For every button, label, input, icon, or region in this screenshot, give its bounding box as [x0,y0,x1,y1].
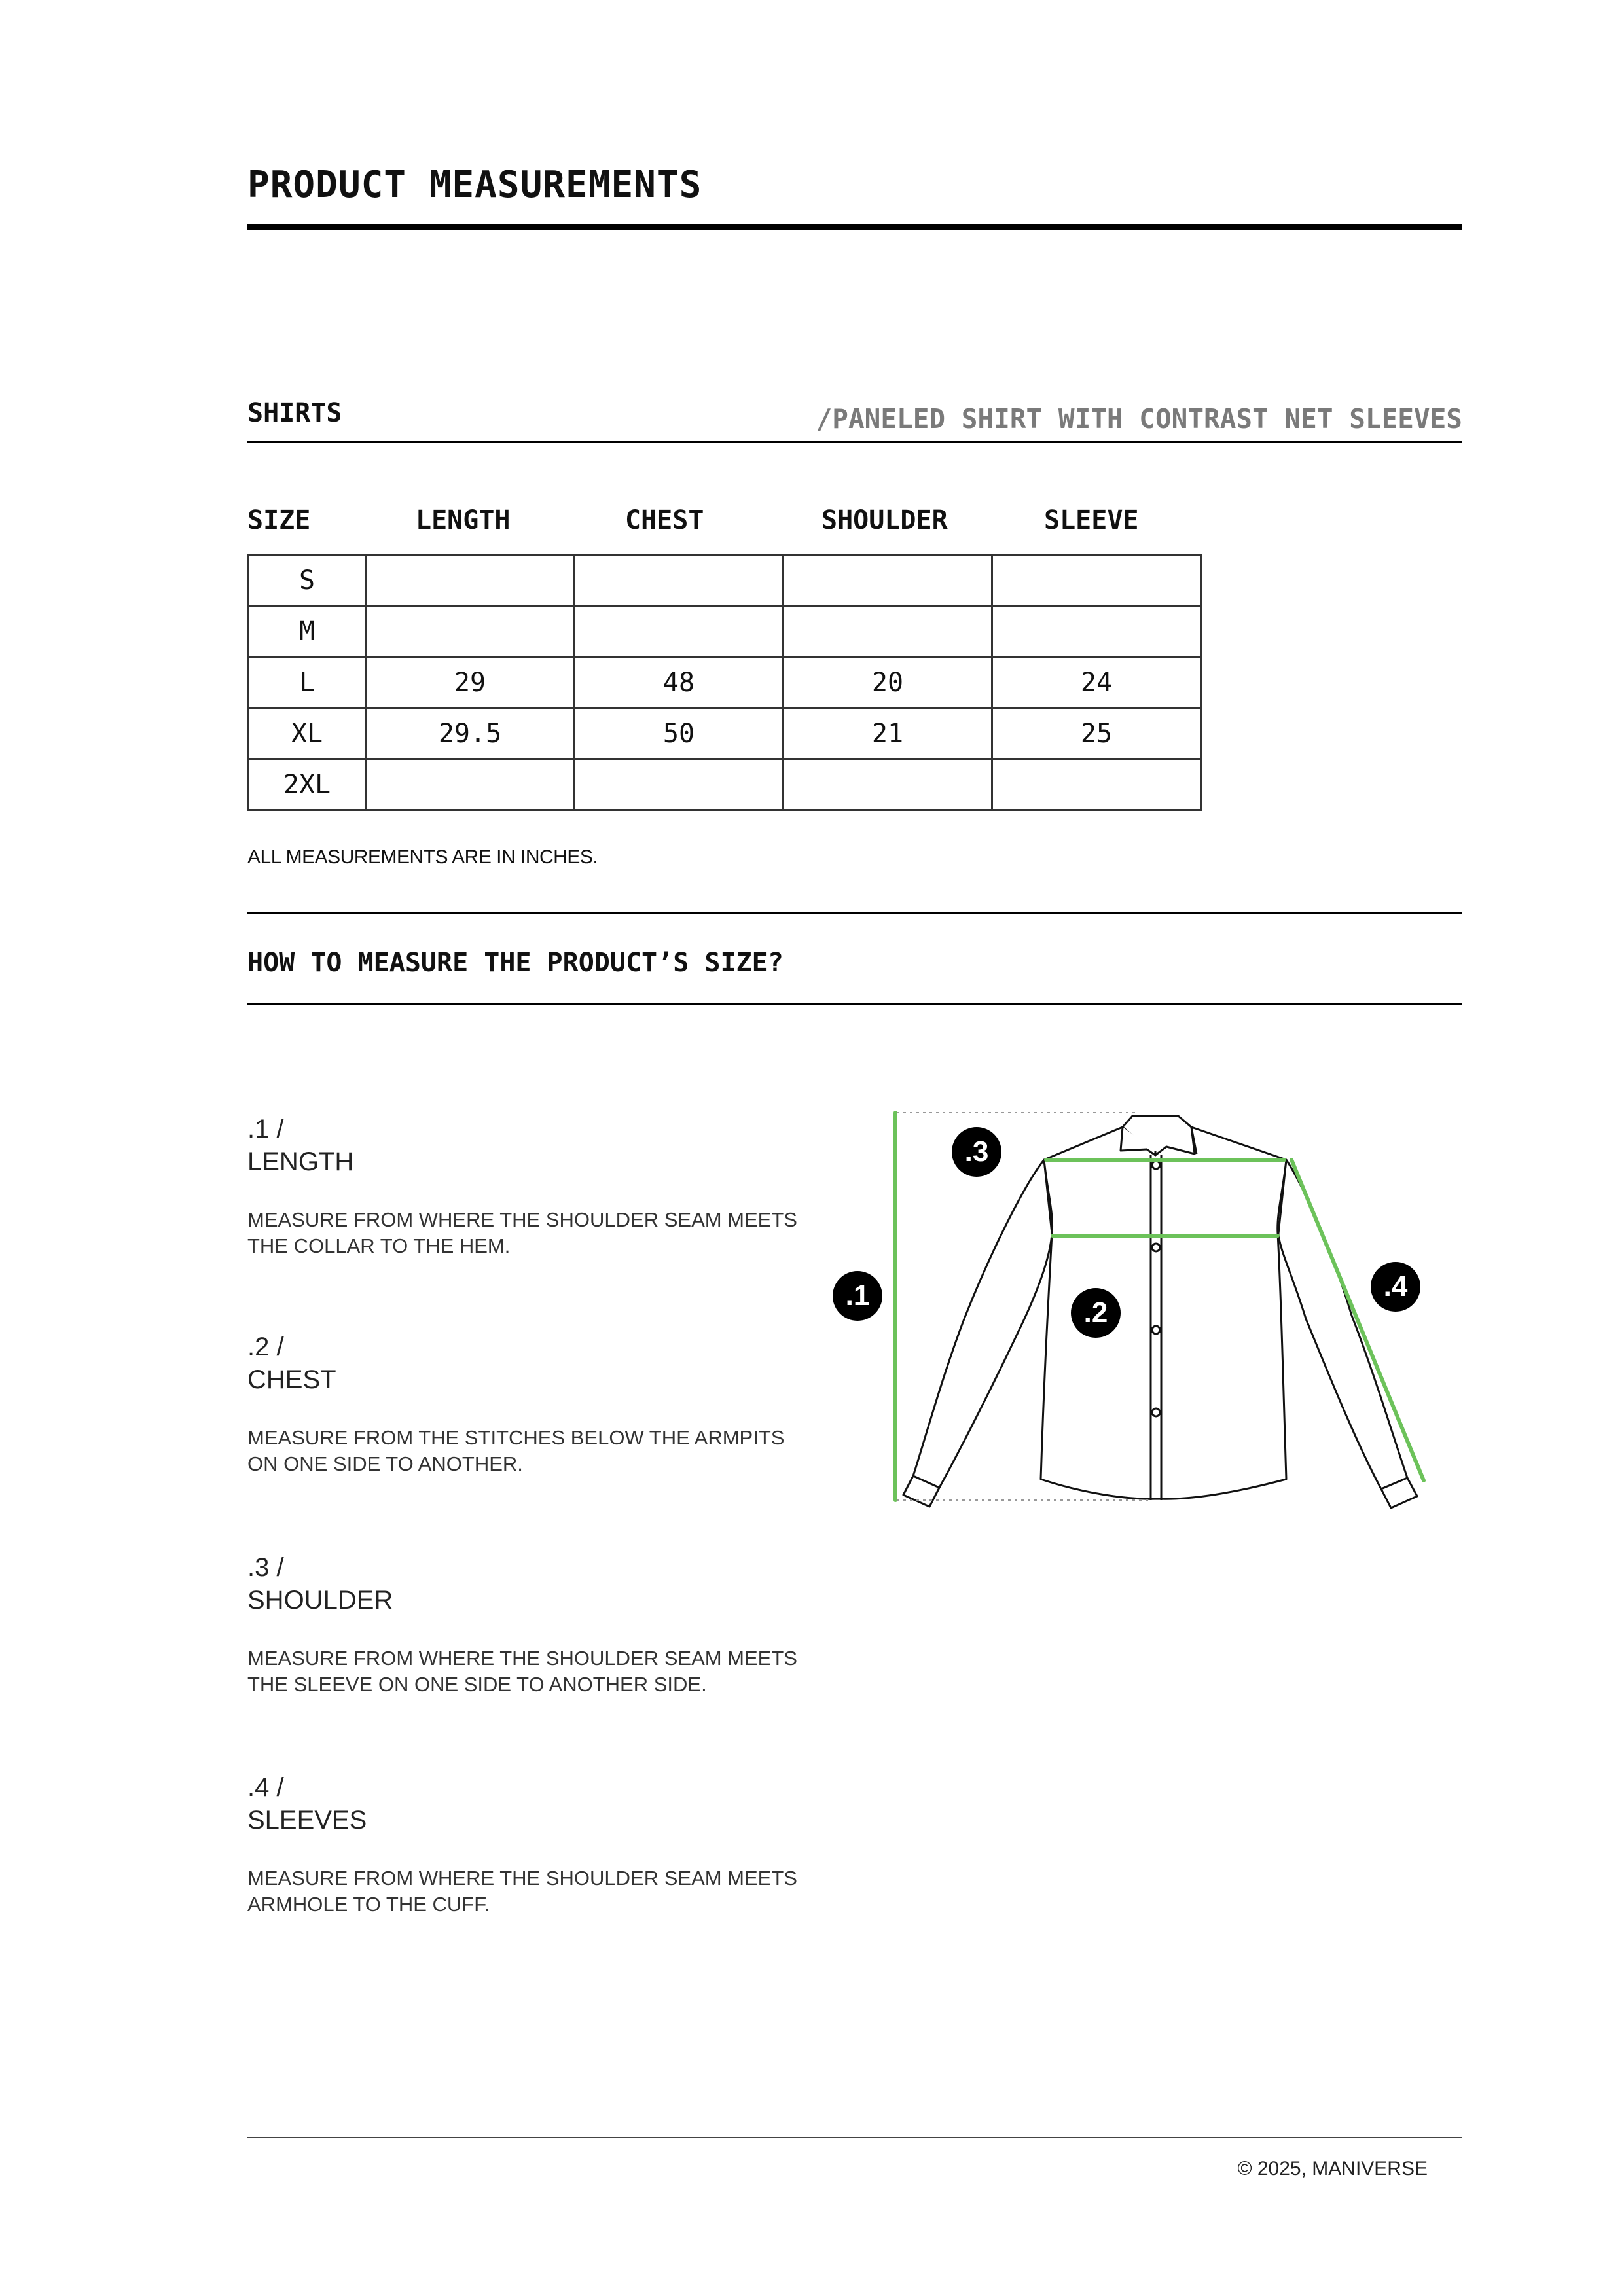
shoulder-cell: 21 [784,708,992,759]
howto-top-divider [247,912,1462,914]
shoulder-cell: 20 [784,657,992,708]
length-cell [366,759,575,810]
sleeve-cell [992,759,1201,810]
column-header-shoulder: SHOULDER [821,505,948,535]
marker-label: .4 [1383,1270,1408,1302]
table-row [249,606,1201,657]
step-name: SLEEVES [247,1806,367,1835]
length-cell [366,606,575,657]
sleeve-cell: 25 [992,708,1201,759]
column-header-length: LENGTH [416,505,511,535]
copyright: © 2025, MANIVERSE [1237,2158,1428,2179]
table-row [249,759,1201,810]
sleeve-cell [992,606,1201,657]
page-title: PRODUCT MEASUREMENTS [247,164,702,206]
step-name: CHEST [247,1365,336,1394]
size-cell: XL [249,708,366,759]
marker-label: .1 [845,1280,870,1312]
chest-cell: 50 [575,708,784,759]
column-header-sleeve: SLEEVE [1044,505,1139,535]
section-divider [247,441,1462,443]
table-row [249,657,1201,708]
marker-label: .3 [964,1136,989,1168]
table-row [249,708,1201,759]
size-cell: L [249,657,366,708]
column-header-size: SIZE [247,505,311,535]
footer-divider [247,2137,1462,2138]
marker-label: .2 [1083,1297,1108,1329]
marker-length [833,1271,882,1321]
length-cell [366,555,575,606]
length-cell: 29.5 [366,708,575,759]
table-row [249,555,1201,606]
size-table [247,554,1202,811]
howto-bottom-divider [247,1003,1462,1005]
step-chest [247,1331,810,1477]
units-note: ALL MEASUREMENTS ARE IN INCHES. [247,846,598,868]
step-number: .1 / [247,1115,284,1143]
length-cell: 29 [366,657,575,708]
sleeve-cell: 24 [992,657,1201,708]
section-label: SHIRTS [247,398,342,428]
marker-sleeve [1371,1262,1420,1312]
step-description: MEASURE FROM WHERE THE SHOULDER SEAM MEETS ARMHOLE TO THE CUFF. [247,1867,797,1916]
howto-title: HOW TO MEASURE THE PRODUCT’S SIZE? [247,948,784,978]
step-shoulder [247,1551,810,1698]
chest-cell [575,555,784,606]
step-description: MEASURE FROM WHERE THE SHOULDER SEAM MEETS THE SLEEVE ON ONE SIDE TO ANOTHER SIDE. [247,1647,797,1696]
sleeve-cell [992,555,1201,606]
size-cell: M [249,606,366,657]
size-cell: 2XL [249,759,366,810]
marker-shoulder [952,1127,1001,1177]
marker-chest [1071,1288,1121,1338]
column-header-chest: CHEST [625,505,704,535]
shoulder-cell [784,606,992,657]
size-cell: S [249,555,366,606]
step-length [247,1113,810,1259]
step-description: MEASURE FROM THE STITCHES BELOW THE ARMPITS ON ONE SIDE TO ANOTHER. [247,1426,785,1475]
shoulder-cell [784,555,992,606]
product-name: /PANELED SHIRT WITH CONTRAST NET SLEEVES [816,403,1462,435]
step-number: .4 / [247,1773,284,1802]
step-sleeves [247,1771,810,1918]
shirt-measurement-diagram [825,1100,1453,1558]
step-number: .2 / [247,1333,284,1361]
chest-cell: 48 [575,657,784,708]
step-number: .3 / [247,1553,284,1582]
step-name: LENGTH [247,1147,354,1176]
chest-cell [575,606,784,657]
step-description: MEASURE FROM WHERE THE SHOULDER SEAM MEETS THE COLLAR TO THE HEM. [247,1208,797,1257]
shoulder-cell [784,759,992,810]
title-divider [247,224,1462,230]
step-name: SHOULDER [247,1586,393,1615]
chest-cell [575,759,784,810]
